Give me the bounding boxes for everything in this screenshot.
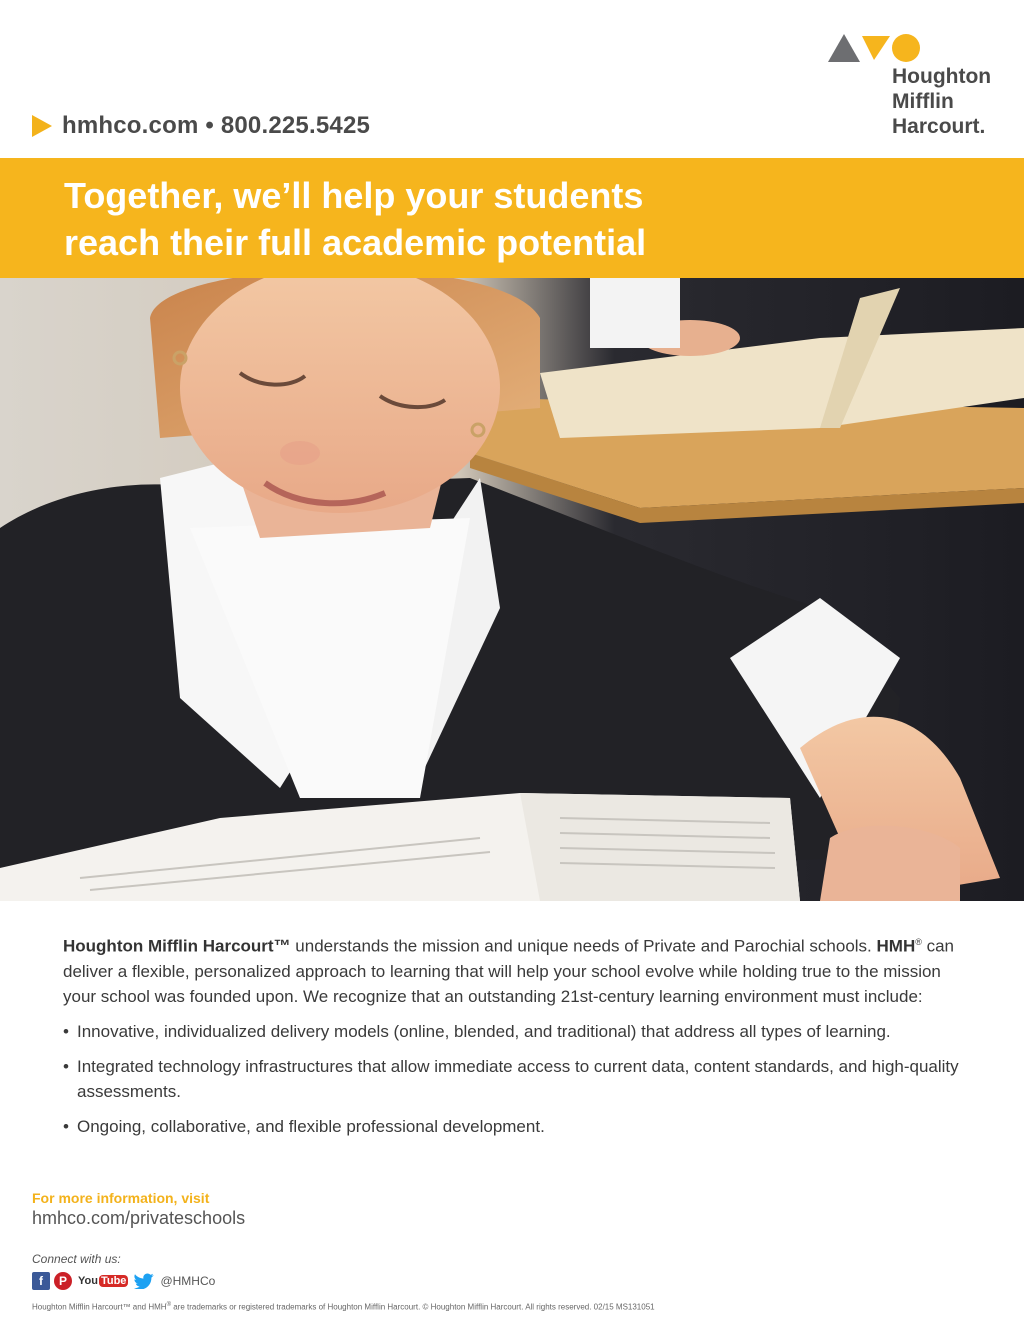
body-copy: [63, 930, 963, 1149]
pinterest-icon[interactable]: P: [54, 1272, 72, 1290]
legal-footer: Houghton Mifflin Harcourt™ and HMH® are trademarks or registered trademarks of Houghton Mifflin Harcourt. © Houghton Mifflin Harcourt. All rights reserved. 02/15 MS131051: [32, 1302, 655, 1312]
list-item: • Ongoing, collaborative, and flexible professional development.: [63, 1114, 963, 1139]
hmh-logo: [828, 32, 998, 142]
list-item: • Integrated technology infrastructures that allow immediate access to current data, content standards, and high-quality assessments.: [63, 1054, 963, 1104]
social-section: [32, 1252, 215, 1290]
headline: Together, we’ll help your students reach their full academic potential: [64, 175, 647, 263]
more-info-label: For more information, visit: [32, 1190, 210, 1206]
youtube-icon[interactable]: You Tube: [78, 1275, 127, 1287]
headline-banner: [0, 158, 1024, 278]
intro-paragraph: Houghton Mifflin Harcourt™ understands the mission and unique needs of Private and Parochial schools. HMH® can deliver a flexible, personalized approach to learning that will help your school evolve while holding true to the mission your school was founded upon. We recognize that an outstanding 21st-century learning environment must include:: [63, 936, 955, 1006]
twitter-icon[interactable]: [134, 1273, 154, 1289]
play-arrow-icon: [32, 115, 52, 137]
facebook-icon[interactable]: f: [32, 1272, 50, 1290]
contact-line: [32, 112, 370, 140]
girl-reading-image: [0, 278, 1024, 901]
connect-label: Connect with us:: [32, 1252, 121, 1266]
social-icons: [32, 1272, 215, 1290]
twitter-handle[interactable]: @HMHCo: [160, 1274, 216, 1288]
feature-list: [63, 1019, 963, 1139]
contact-text[interactable]: hmhco.com • 800.225.5425: [62, 112, 371, 139]
more-info-link[interactable]: hmhco.com/privateschools: [32, 1208, 246, 1228]
list-item: • Innovative, individualized delivery models (online, blended, and traditional) that address all types of learning.: [63, 1019, 963, 1044]
more-info: [32, 1190, 245, 1229]
hero-photo: [0, 278, 1024, 901]
logo-shapes-icon: [828, 32, 920, 66]
logo-wordmark: Houghton Mifflin Harcourt.: [892, 65, 992, 138]
